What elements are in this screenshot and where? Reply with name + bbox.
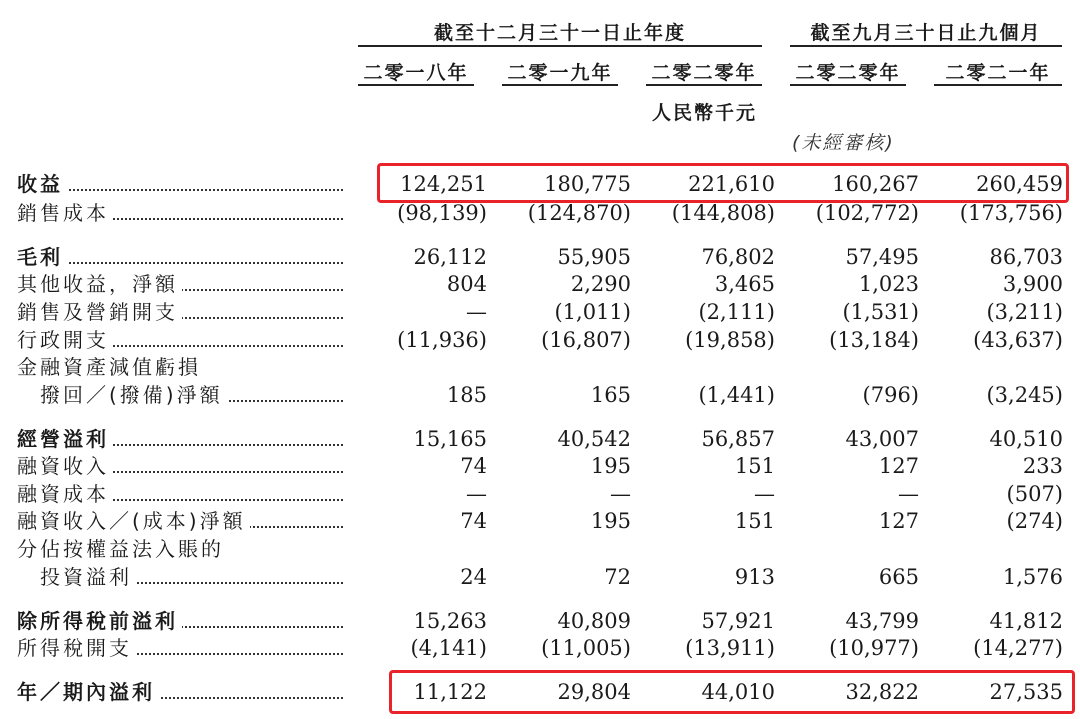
cell: 195	[590, 509, 631, 533]
year-header-2020-interim: 二零二零年	[795, 62, 901, 84]
year-underline-2018	[358, 84, 474, 86]
cell: 1,023	[858, 272, 919, 296]
cell: 43,799	[845, 609, 919, 633]
cell: (16,807)	[541, 328, 631, 352]
row-impairment-heading	[0, 353, 1080, 381]
row-label: 毛利	[17, 243, 343, 271]
cell: 24	[460, 565, 487, 589]
row-profit-before-tax	[0, 607, 1080, 635]
cell: (11,005)	[541, 636, 631, 660]
cell: 127	[878, 454, 919, 478]
row-income-tax	[0, 634, 1080, 662]
profit-highlight-box	[389, 670, 1075, 714]
cell: 57,921	[701, 609, 775, 633]
cell: (11,936)	[397, 328, 487, 352]
cell: 43,007	[845, 427, 919, 451]
cell: 76,802	[701, 245, 775, 269]
cell: (507)	[1006, 482, 1063, 506]
cell: 180,775	[544, 172, 631, 196]
cell: —	[610, 482, 631, 506]
year-underline-2021-interim	[934, 84, 1062, 86]
cell: (796)	[862, 383, 919, 407]
cell: —	[466, 482, 487, 506]
row-gross-profit	[0, 243, 1080, 271]
cell: 57,495	[845, 245, 919, 269]
header-interim-underline	[790, 45, 1062, 47]
row-label: 融資成本	[17, 480, 343, 508]
cell: 3,465	[714, 272, 775, 296]
cell: 124,251	[400, 172, 487, 196]
header-interim-group: 截至九月三十日止九個月	[810, 22, 1042, 44]
cell: (1,441)	[698, 383, 775, 407]
cell: 44,010	[701, 680, 775, 704]
cell: (10,977)	[829, 636, 919, 660]
row-finance-net	[0, 507, 1080, 535]
cell: (2,111)	[698, 300, 775, 324]
row-selling-marketing	[0, 298, 1080, 326]
year-underline-2020	[646, 84, 762, 86]
cell: 804	[446, 272, 487, 296]
row-label: 撥回／(撥備)淨額	[40, 381, 343, 409]
cell: 151	[734, 454, 775, 478]
cell: (144,808)	[671, 201, 775, 225]
currency-unit: 人民幣千元	[652, 102, 758, 124]
cell: 40,542	[557, 427, 631, 451]
row-label: 除所得稅前溢利	[17, 607, 343, 635]
year-header-2020: 二零二零年	[651, 62, 757, 84]
cell: 41,812	[989, 609, 1063, 633]
cell: 55,905	[557, 245, 631, 269]
row-label: 融資收入	[17, 452, 343, 480]
year-header-2021-interim: 二零二一年	[945, 62, 1051, 84]
cell: (4,141)	[410, 636, 487, 660]
row-label: 年／期內溢利	[17, 678, 343, 706]
row-equity-method-heading	[0, 535, 1080, 563]
row-other-income-net	[0, 270, 1080, 298]
cell: 185	[446, 383, 487, 407]
cell: 11,122	[413, 680, 487, 704]
row-label: 銷售成本	[17, 199, 343, 227]
cell: 260,459	[976, 172, 1063, 196]
row-label: 所得稅開支	[17, 634, 343, 662]
cell: (1,531)	[842, 300, 919, 324]
cell: 29,804	[557, 680, 631, 704]
cell: (19,858)	[685, 328, 775, 352]
cell: (173,756)	[959, 201, 1063, 225]
row-label: 融資收入／(成本)淨額	[17, 507, 343, 535]
cell: 15,263	[413, 609, 487, 633]
header-annual-underline	[358, 45, 762, 47]
cell: 15,165	[413, 427, 487, 451]
cell: 665	[878, 565, 919, 589]
cell: 26,112	[413, 245, 487, 269]
cell: 160,267	[832, 172, 919, 196]
row-finance-cost	[0, 480, 1080, 508]
cell: 74	[460, 509, 487, 533]
cell: 74	[460, 454, 487, 478]
header-annual-group: 截至十二月三十一日止年度	[433, 22, 686, 44]
cell: 1,576	[1002, 565, 1063, 589]
row-impairment-reversal	[0, 381, 1080, 409]
row-label: 分佔按權益法入賬的	[17, 535, 343, 563]
cell: (14,277)	[973, 636, 1063, 660]
row-label: 行政開支	[17, 326, 343, 354]
cell: (1,011)	[554, 300, 631, 324]
cell: 195	[590, 454, 631, 478]
cell: —	[898, 482, 919, 506]
revenue-highlight-box	[377, 163, 1069, 203]
cell: (102,772)	[815, 201, 919, 225]
cell: 56,857	[701, 427, 775, 451]
unaudited-note: (未經審核)	[792, 132, 895, 154]
cell: 165	[590, 383, 631, 407]
cell: 32,822	[845, 680, 919, 704]
cell: 27,535	[989, 680, 1063, 704]
cell: 72	[604, 565, 631, 589]
row-cost-of-sales	[0, 199, 1080, 227]
cell: (3,211)	[986, 300, 1063, 324]
cell: 221,610	[688, 172, 775, 196]
row-admin-expenses	[0, 326, 1080, 354]
cell: 40,809	[557, 609, 631, 633]
row-label: 其他收益，淨額	[17, 270, 343, 298]
cell: 40,510	[989, 427, 1063, 451]
year-underline-2019	[502, 84, 618, 86]
row-investment-profit	[0, 563, 1080, 591]
row-label: 銷售及營銷開支	[17, 298, 343, 326]
cell: (98,139)	[397, 201, 487, 225]
row-label: 投資溢利	[40, 563, 343, 591]
cell: 127	[878, 509, 919, 533]
cell: (13,184)	[829, 328, 919, 352]
year-header-2018: 二零一八年	[363, 62, 469, 84]
row-label: 收益	[17, 170, 343, 198]
cell: 233	[1022, 454, 1063, 478]
row-finance-income	[0, 452, 1080, 480]
row-operating-profit	[0, 425, 1080, 453]
cell: (13,911)	[685, 636, 775, 660]
row-label: 經營溢利	[17, 425, 343, 453]
cell: 2,290	[570, 272, 631, 296]
year-header-2019: 二零一九年	[507, 62, 613, 84]
cell: —	[754, 482, 775, 506]
cell: 151	[734, 509, 775, 533]
year-underline-2020-interim	[790, 84, 906, 86]
cell: (3,245)	[986, 383, 1063, 407]
cell: 86,703	[989, 245, 1063, 269]
cell: (124,870)	[527, 201, 631, 225]
cell: —	[466, 300, 487, 324]
row-label: 金融資產減值虧損	[17, 353, 343, 381]
cell: 3,900	[1002, 272, 1063, 296]
cell: (43,637)	[973, 328, 1063, 352]
cell: (274)	[1006, 509, 1063, 533]
cell: 913	[734, 565, 775, 589]
